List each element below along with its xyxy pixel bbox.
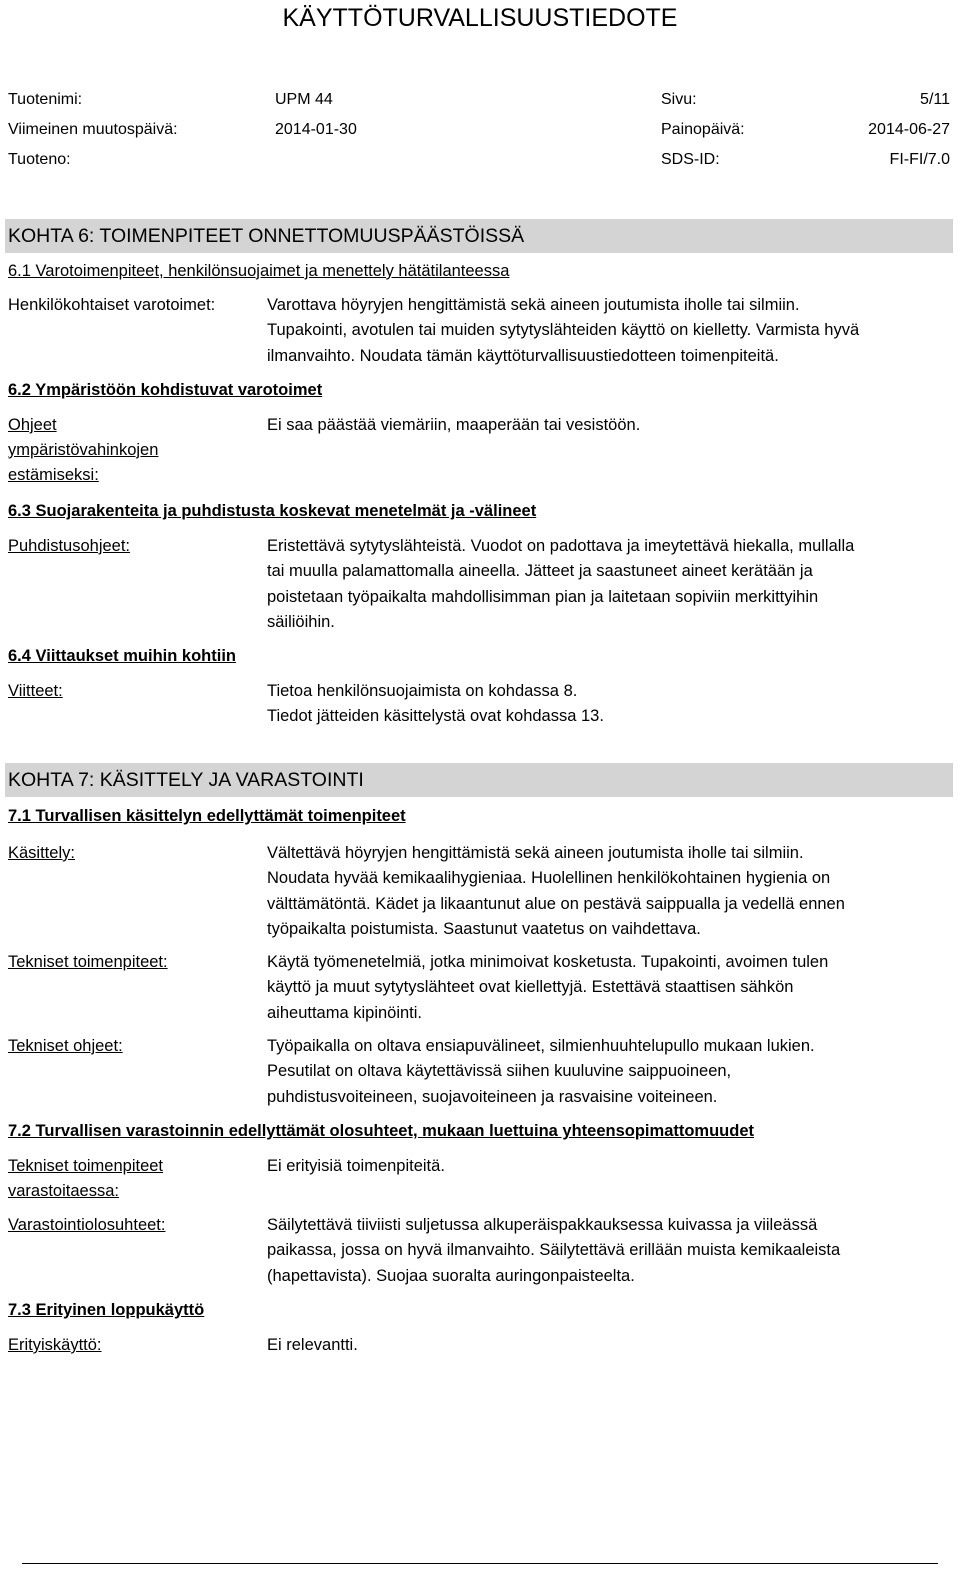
section-6-heading: KOHTA 6: TOIMENPITEET ONNETTOMUUSPÄÄSTÖISSÄ (5, 219, 953, 253)
subsection-7-2-title: 7.2 Turvallisen varastoinnin edellyttämät olosuhteet, mukaan luettuina yhteensopimattomuudet (8, 1122, 755, 1140)
storage-conditions-value (267, 1213, 953, 1289)
text-line: säiliöihin. (267, 612, 335, 631)
text-line: Ei erityisiä toimenpiteitä. (267, 1157, 445, 1175)
product-no-label: Tuoteno: (8, 151, 71, 168)
text-line: Pesutilat on oltava käytettävissä siihen kuuluvine saippuoineen, (267, 1062, 732, 1081)
handling-label: Käsittely: (8, 844, 75, 862)
storage-conditions-label: Varastointiolosuhteet: (8, 1216, 166, 1234)
text-line: poistetaan työpaikalta mahdollisimman pian ja laitetaan sopiviin merkittyihin (267, 587, 819, 606)
product-name-value: UPM 44 (275, 91, 333, 108)
personal-precautions-label: Henkilökohtaiset varotoimet: (8, 296, 216, 314)
text-line: työpaikalta poistumista. Saastunut vaatetus on vaihdettava. (267, 919, 701, 938)
subsection-7-3-title: 7.3 Erityinen loppukäyttö (8, 1301, 205, 1319)
cleanup-value (267, 534, 953, 635)
text-line: Ohjeet (8, 416, 57, 434)
personal-precautions-value (267, 293, 953, 369)
page-value: 5/11 (920, 91, 950, 108)
text-line: Eristettävä sytytyslähteistä. Vuodot on padottava ja imeytettävä hiekalla, mullalla (267, 537, 855, 555)
subsection-6-4-title: 6.4 Viittaukset muihin kohtiin (8, 647, 236, 665)
handling-value (267, 841, 953, 942)
text-line: Noudata hyvää kemikaalihygieniaa. Huolellinen henkilökohtainen hygienia on (267, 869, 831, 888)
sds-id-value: FI-FI/7.0 (889, 151, 950, 168)
subsection-6-1-title: 6.1 Varotoimenpiteet, henkilönsuojaimet ja menettely hätätilanteessa (8, 262, 510, 280)
print-date-value: 2014-06-27 (868, 121, 950, 138)
storage-technical-label (8, 1154, 258, 1204)
text-line: Ei relevantti. (267, 1336, 358, 1354)
references-label: Viitteet: (8, 682, 63, 700)
storage-technical-value (267, 1154, 953, 1179)
text-line: ilmanvaihto. Noudata tämän käyttöturvallisuustiedotteen toimenpiteitä. (267, 346, 779, 365)
text-line: Säilytettävä tiiviisti suljetussa alkuperäispakkauksessa kuivassa ja viileässä (267, 1216, 818, 1234)
text-line: Varottava höyryjen hengittämistä sekä aineen joutumista iholle tai silmiin. (267, 296, 800, 314)
text-line: puhdistusvoiteineen, suojavoiteineen ja rasvaisine voiteineen. (267, 1087, 718, 1106)
section-7-heading: KOHTA 7: KÄSITTELY JA VARASTOINTI (5, 763, 953, 797)
footer-rule (22, 1563, 938, 1564)
product-name-label: Tuotenimi: (8, 91, 83, 108)
text-line: Tekniset toimenpiteet (8, 1157, 164, 1175)
special-use-value (267, 1333, 953, 1358)
sds-id-label: SDS-ID: (661, 151, 720, 168)
text-line: Työpaikalla on oltava ensiapuvälineet, silmienhuuhtelupullo mukaan lukien. (267, 1037, 815, 1055)
text-line: Tupakointi, avotulen tai muiden sytytyslähteiden käyttö on kielletty. Varmista hyvä (267, 321, 860, 340)
revised-label: Viimeinen muutospäivä: (8, 121, 178, 138)
text-line: käyttö ja muut sytytyslähteet ovat kiellettyjä. Estettävä staattisen sähkön (267, 978, 794, 997)
text-line: paikassa, jossa on hyvä ilmanvaihto. Säilytettävä erillään muista kemikaaleista (267, 1241, 841, 1260)
text-line: Vältettävä höyryjen hengittämistä sekä aineen joutumista iholle tai silmiin. (267, 844, 804, 862)
text-line: Tietoa henkilönsuojaimista on kohdassa 8. (267, 682, 578, 700)
text-line: estämiseksi: (8, 466, 99, 484)
text-line: (hapettavista). Suojaa suoralta auringonpaisteelta. (267, 1266, 635, 1285)
text-line: Ei saa päästää viemäriin, maaperään tai vesistöön. (267, 416, 641, 434)
technical-measures-label: Tekniset toimenpiteet: (8, 953, 168, 971)
subsection-6-3-title: 6.3 Suojarakenteita ja puhdistusta koskevat menetelmät ja -välineet (8, 502, 537, 520)
text-line: aiheuttama kipinöinti. (267, 1003, 423, 1022)
text-line: Tiedot jätteiden käsittelystä ovat kohdassa 13. (267, 707, 604, 726)
print-date-label: Painopäivä: (661, 121, 745, 138)
subsection-7-1-title: 7.1 Turvallisen käsittelyn edellyttämät toimenpiteet (8, 807, 406, 825)
technical-instructions-label: Tekniset ohjeet: (8, 1037, 123, 1055)
text-line: välttämätöntä. Kädet ja likaantunut alue on pestävä saippualla ja vedellä ennen (267, 894, 845, 913)
document-title: KÄYTTÖTURVALLISUUSTIEDOTE (282, 4, 678, 32)
env-instructions-value (267, 413, 953, 438)
text-line: varastoitaessa: (8, 1182, 119, 1200)
technical-measures-value (267, 950, 953, 1026)
subsection-6-2-title: 6.2 Ympäristöön kohdistuvat varotoimet (8, 381, 323, 399)
env-instructions-label (8, 413, 258, 488)
cleanup-label: Puhdistusohjeet: (8, 537, 131, 555)
special-use-label: Erityiskäyttö: (8, 1336, 102, 1354)
technical-instructions-value (267, 1034, 953, 1110)
text-line: Käytä työmenetelmiä, jotka minimoivat kosketusta. Tupakointi, avoimen tulen (267, 953, 829, 971)
text-line: tai muulla palamattomalla aineella. Jätteet ja saastuneet aineet kerätään ja (267, 562, 813, 581)
revised-value: 2014-01-30 (275, 121, 357, 138)
text-line: ympäristövahinkojen (8, 441, 159, 459)
references-value (267, 679, 953, 730)
page-label: Sivu: (661, 91, 697, 108)
